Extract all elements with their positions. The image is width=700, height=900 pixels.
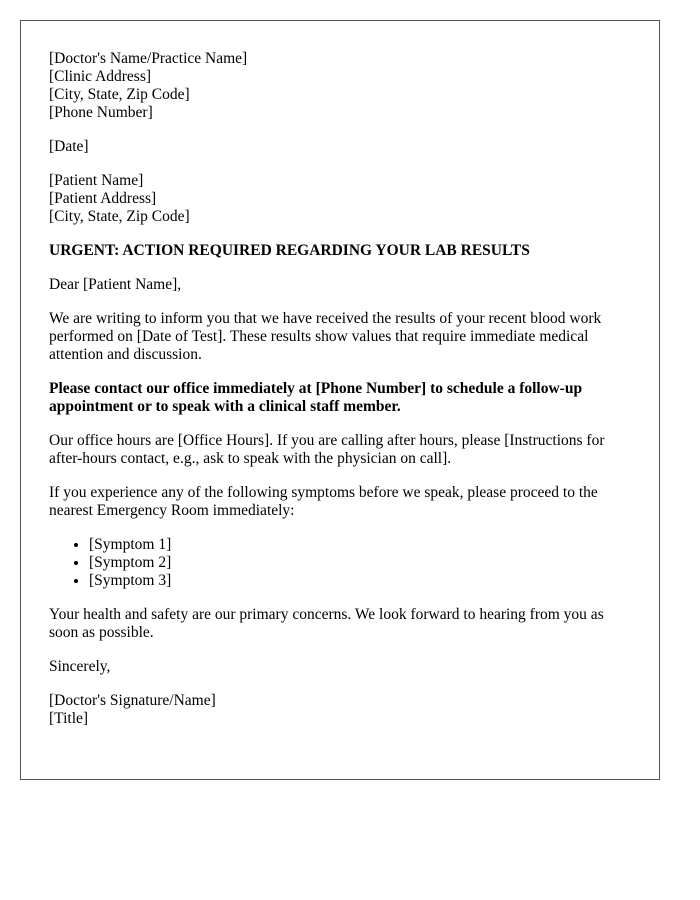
signature-name: [Doctor's Signature/Name] — [49, 692, 216, 709]
recipient-name: [Patient Name] — [49, 172, 144, 189]
letter-date: [Date] — [49, 138, 89, 155]
date-block — [49, 138, 631, 156]
sender-block — [49, 50, 631, 122]
sender-city: [City, State, Zip Code] — [49, 86, 190, 103]
list-item: • [Symptom 2] — [89, 554, 631, 572]
list-item: • [Symptom 3] — [89, 572, 631, 590]
office-hours-paragraph: Our office hours are [Office Hours]. If you are calling after hours, please [Instructions for after-hours contact, e.g., ask to speak with the physician on call]. — [49, 432, 605, 467]
recipient-address: [Patient Address] — [49, 190, 157, 207]
symptom-list — [49, 536, 631, 590]
signature-title: [Title] — [49, 710, 89, 727]
call-to-action-paragraph: Please contact our office immediately at [Phone Number] to schedule a follow-up appointment or to speak with a clinical staff member. — [49, 380, 583, 415]
salutation: Dear [Patient Name], — [49, 276, 182, 293]
subject-line: URGENT: ACTION REQUIRED REGARDING YOUR LAB RESULTS — [49, 242, 530, 259]
sender-name: [Doctor's Name/Practice Name] — [49, 50, 248, 67]
intro-paragraph: We are writing to inform you that we have received the results of your recent blood work performed on [Date of Test]. These results show values that require immediate medical attention and discussion. — [49, 310, 602, 363]
closing-paragraph: Your health and safety are our primary concerns. We look forward to hearing from you as soon as possible. — [49, 606, 604, 641]
sender-address: [Clinic Address] — [49, 68, 152, 85]
symptoms-intro-paragraph: If you experience any of the following symptoms before we speak, please proceed to the nearest Emergency Room immediately: — [49, 484, 598, 519]
closing-salutation: Sincerely, — [49, 658, 111, 675]
sender-phone: [Phone Number] — [49, 104, 153, 121]
signature-block — [49, 692, 631, 728]
recipient-city: [City, State, Zip Code] — [49, 208, 190, 225]
list-item: • [Symptom 1] — [89, 536, 631, 554]
letter-page — [20, 20, 660, 780]
recipient-block — [49, 172, 631, 226]
